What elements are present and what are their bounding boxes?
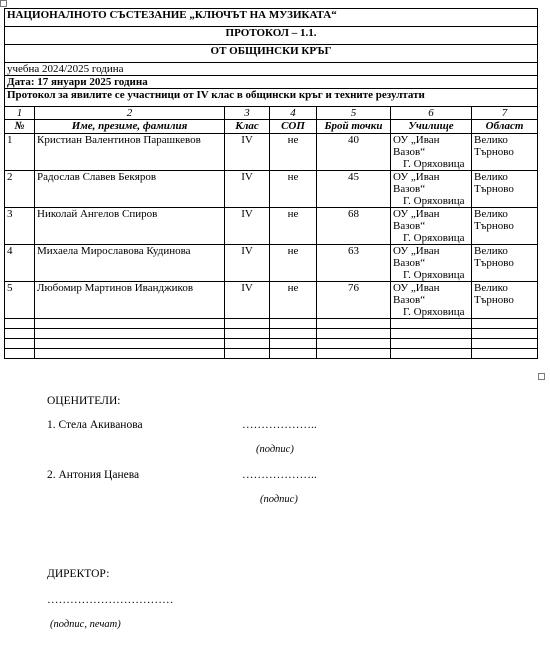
empty-row <box>5 349 538 359</box>
school-line: Вазов“ <box>393 183 426 195</box>
director-caption: (подпис, печат) <box>50 619 121 630</box>
school-line: ОУ „Иван <box>393 134 440 146</box>
school-line: Вазов“ <box>393 146 426 158</box>
round-name: ОТ ОБЩИНСКИ КРЪГ <box>5 45 538 63</box>
region-line: Велико <box>474 282 508 294</box>
school-line: Вазов“ <box>393 294 426 306</box>
row-number: 2 <box>5 171 35 208</box>
protocol-number: ПРОТОКОЛ – 1.1. <box>5 27 538 45</box>
evaluator-name: 2. Антония Цанева <box>47 469 140 481</box>
school-city: Г. Оряховица <box>403 195 465 207</box>
participant-points: 76 <box>317 282 391 319</box>
date-line: Дата: 17 януари 2025 година <box>5 76 538 89</box>
table-row <box>5 171 538 208</box>
protocol-table <box>4 8 538 359</box>
region-line: Търново <box>474 183 514 195</box>
column-number: 6 <box>391 107 472 120</box>
participant-points: 63 <box>317 245 391 282</box>
school-line: ОУ „Иван <box>393 171 440 183</box>
participant-name: Кристиан Валентинов Парашкевов <box>35 134 225 171</box>
participant-class: IV <box>225 282 270 319</box>
participant-name: Любомир Мартинов Иванджиков <box>35 282 225 319</box>
school-line: ОУ „Иван <box>393 208 440 220</box>
participant-school <box>391 245 472 282</box>
table-row <box>5 134 538 171</box>
director-heading: ДИРЕКТОР: <box>47 568 110 580</box>
row-number: 3 <box>5 208 35 245</box>
participant-class: IV <box>225 245 270 282</box>
evaluators-heading: ОЦЕНИТЕЛИ: <box>47 395 121 407</box>
participant-region <box>472 245 538 282</box>
table-row <box>5 245 538 282</box>
participant-sop: не <box>270 171 317 208</box>
header-class: Клас <box>225 120 270 134</box>
column-number: 2 <box>35 107 225 120</box>
table-row <box>5 282 538 319</box>
participant-region <box>472 282 538 319</box>
participant-points: 68 <box>317 208 391 245</box>
participant-school <box>391 134 472 171</box>
school-city: Г. Оряховица <box>403 158 465 170</box>
table-row <box>5 208 538 245</box>
region-line: Велико <box>474 134 508 146</box>
empty-row <box>5 339 538 349</box>
signature-line: ……………….. <box>242 419 317 431</box>
column-number: 1 <box>5 107 35 120</box>
table-move-handle[interactable] <box>0 0 7 7</box>
participant-region <box>472 208 538 245</box>
participant-class: IV <box>225 208 270 245</box>
column-number-row <box>5 107 538 120</box>
participant-class: IV <box>225 171 270 208</box>
region-line: Търново <box>474 294 514 306</box>
region-line: Търново <box>474 257 514 269</box>
protocol-description: Протокол за явилите се участници от IV клас в общински кръг и техните резултати <box>5 89 538 107</box>
school-year: учебна 2024/2025 година <box>5 63 538 76</box>
header-number: № <box>5 120 35 134</box>
region-line: Велико <box>474 208 508 220</box>
signature-caption: (подпис) <box>256 444 294 455</box>
signature-caption: (подпис) <box>260 494 298 505</box>
empty-row <box>5 329 538 339</box>
participant-sop: не <box>270 282 317 319</box>
school-line: Вазов“ <box>393 220 426 232</box>
participant-school <box>391 208 472 245</box>
column-number: 4 <box>270 107 317 120</box>
participant-school <box>391 171 472 208</box>
participant-sop: не <box>270 208 317 245</box>
header-region: Област <box>472 120 538 134</box>
header-points: Брой точки <box>317 120 391 134</box>
school-city: Г. Оряховица <box>403 306 465 318</box>
region-line: Търново <box>474 220 514 232</box>
region-line: Велико <box>474 245 508 257</box>
participant-school <box>391 282 472 319</box>
header-sop: СОП <box>270 120 317 134</box>
evaluator-name: 1. Стела Акиванова <box>47 419 143 431</box>
column-number: 3 <box>225 107 270 120</box>
participant-name: Михаела Мирославова Кудинова <box>35 245 225 282</box>
table-resize-handle[interactable] <box>538 373 545 380</box>
header-name: Име, презиме, фамилия <box>35 120 225 134</box>
document-title: НАЦИОНАЛНОТО СЪСТЕЗАНИЕ „КЛЮЧЪТ НА МУЗИКАТА“ <box>5 9 538 27</box>
column-number: 5 <box>317 107 391 120</box>
school-line: ОУ „Иван <box>393 282 440 294</box>
region-line: Велико <box>474 171 508 183</box>
row-number: 4 <box>5 245 35 282</box>
school-city: Г. Оряховица <box>403 269 465 281</box>
row-number: 5 <box>5 282 35 319</box>
director-signature-line: …………………………… <box>47 594 174 606</box>
participant-region <box>472 171 538 208</box>
column-header-row <box>5 120 538 134</box>
header-school: Училище <box>391 120 472 134</box>
participant-points: 45 <box>317 171 391 208</box>
participant-class: IV <box>225 134 270 171</box>
participant-name: Радослав Славев Бекяров <box>35 171 225 208</box>
participant-region <box>472 134 538 171</box>
region-line: Търново <box>474 146 514 158</box>
participant-name: Николай Ангелов Спиров <box>35 208 225 245</box>
empty-row <box>5 319 538 329</box>
participant-sop: не <box>270 245 317 282</box>
participant-sop: не <box>270 134 317 171</box>
school-city: Г. Оряховица <box>403 232 465 244</box>
participant-points: 40 <box>317 134 391 171</box>
school-line: Вазов“ <box>393 257 426 269</box>
school-line: ОУ „Иван <box>393 245 440 257</box>
row-number: 1 <box>5 134 35 171</box>
column-number: 7 <box>472 107 538 120</box>
signature-line: ……………….. <box>242 469 317 481</box>
